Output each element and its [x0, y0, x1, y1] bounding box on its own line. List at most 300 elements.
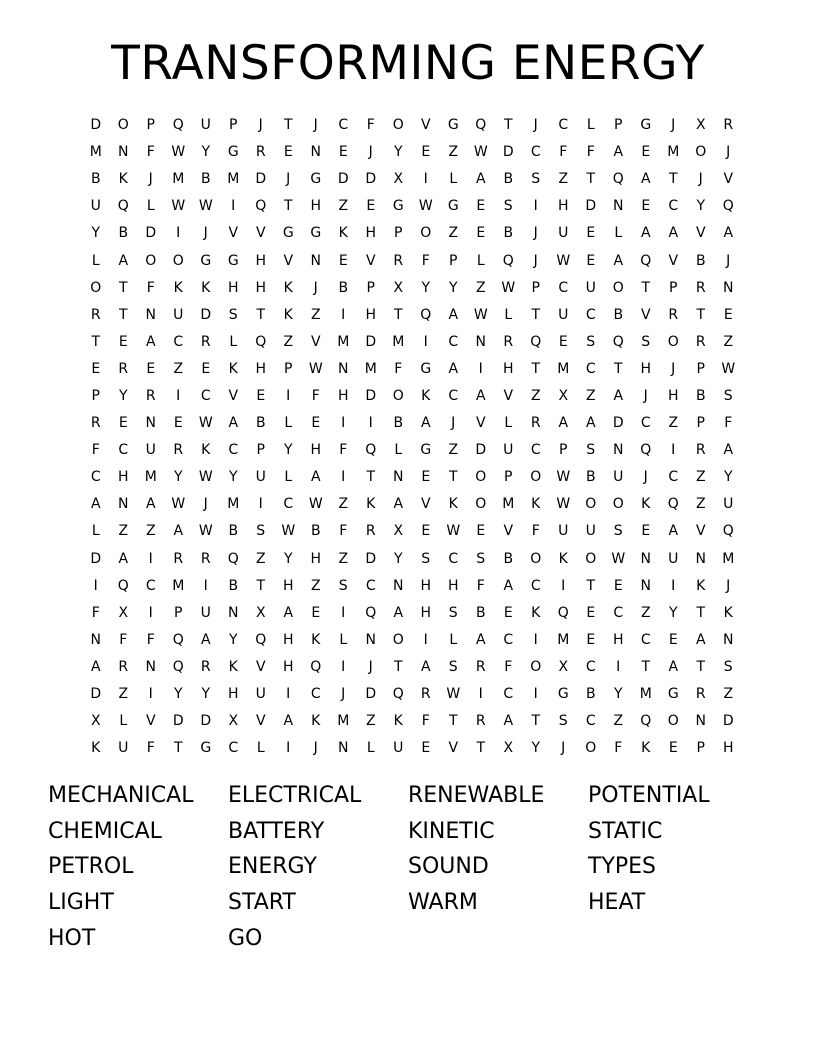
grid-letter: Q [640, 442, 652, 459]
grid-letter: Z [475, 279, 486, 296]
grid-letter: C [585, 360, 596, 377]
grid-letter: Q [612, 333, 624, 350]
grid-letter: O [585, 496, 597, 513]
grid-letter: D [365, 387, 377, 404]
grid-letter: T [118, 279, 128, 296]
grid-letter: X [558, 387, 569, 404]
grid-letter: Z [448, 442, 459, 459]
grid-row [82, 383, 742, 410]
grid-letter: W [446, 523, 461, 540]
grid-letter: A [723, 225, 734, 242]
grid-letter: E [283, 144, 293, 161]
grid-letter: C [118, 442, 129, 459]
grid-letter: F [146, 279, 155, 296]
grid-letter: R [118, 360, 129, 377]
grid-letter: M [502, 496, 515, 513]
grid-letter: T [283, 117, 293, 134]
grid-letter: J [726, 577, 731, 594]
grid-row [82, 139, 742, 166]
grid-letter: D [365, 333, 377, 350]
grid-letter: I [231, 198, 236, 215]
grid-letter: E [118, 333, 128, 350]
grid-letter: V [255, 658, 266, 675]
grid-letter: Q [502, 252, 514, 269]
grid-letter: L [91, 523, 100, 540]
grid-letter: N [640, 577, 651, 594]
word-list-item: KINETIC [408, 818, 495, 844]
grid-letter: V [145, 713, 156, 730]
grid-letter: M [667, 144, 680, 161]
grid-letter: Y [283, 550, 293, 567]
grid-letter: I [368, 415, 373, 432]
grid-letter: O [392, 631, 404, 648]
grid-letter: Y [668, 604, 678, 621]
word-list-item: START [228, 890, 296, 916]
grid-letter: L [504, 415, 513, 432]
grid-letter: I [616, 658, 621, 675]
grid-letter: J [533, 225, 538, 242]
grid-row [82, 410, 742, 437]
grid-letter: F [366, 117, 375, 134]
grid-letter: S [256, 523, 266, 540]
grid-letter: I [533, 686, 538, 703]
grid-letter: K [531, 604, 541, 621]
grid-letter: B [613, 306, 624, 323]
grid-letter: V [503, 523, 514, 540]
grid-letter: W [446, 686, 461, 703]
grid-letter: U [255, 686, 266, 703]
grid-letter: O [612, 279, 624, 296]
grid-letter: F [421, 252, 430, 269]
grid-letter: K [338, 225, 348, 242]
grid-letter: D [365, 686, 377, 703]
grid-letter: I [533, 631, 538, 648]
grid-letter: I [478, 686, 483, 703]
grid-letter: W [556, 252, 571, 269]
grid-letter: E [586, 225, 596, 242]
word-list-item: BATTERY [228, 818, 325, 844]
grid-letter: N [310, 252, 321, 269]
grid-letter: Y [118, 387, 128, 404]
grid-letter: J [533, 252, 538, 269]
grid-letter: Q [365, 604, 377, 621]
grid-letter: D [612, 415, 624, 432]
grid-letter: E [146, 360, 156, 377]
grid-letter: D [145, 225, 157, 242]
grid-letter: S [723, 387, 733, 404]
word-list-item: ENERGY [228, 854, 317, 880]
grid-row [82, 600, 742, 627]
grid-letter: N [613, 198, 624, 215]
grid-letter: B [695, 252, 706, 269]
grid-letter: V [420, 496, 431, 513]
grid-letter: X [255, 604, 266, 621]
grid-letter: G [310, 171, 322, 188]
grid-letter: C [558, 117, 569, 134]
grid-letter: Z [310, 577, 321, 594]
grid-letter: Q [117, 198, 129, 215]
grid-letter: H [667, 387, 679, 404]
grid-letter: H [227, 686, 239, 703]
word-list-item: SOUND [408, 854, 489, 880]
grid-letter: M [172, 577, 185, 594]
grid-letter: R [668, 306, 679, 323]
grid-letter: A [503, 713, 514, 730]
grid-letter: P [366, 279, 375, 296]
grid-letter: I [561, 577, 566, 594]
grid-letter: T [641, 279, 651, 296]
grid-letter: K [91, 740, 101, 757]
grid-letter: I [478, 360, 483, 377]
grid-letter: O [475, 469, 487, 486]
grid-letter: O [530, 658, 542, 675]
grid-letter: B [695, 387, 706, 404]
grid-letter: X [228, 713, 239, 730]
grid-letter: N [723, 279, 734, 296]
grid-letter: S [448, 658, 458, 675]
grid-letter: G [200, 252, 212, 269]
grid-letter: G [420, 442, 432, 459]
grid-letter: J [671, 360, 676, 377]
grid-letter: C [530, 442, 541, 459]
grid-letter: M [227, 496, 240, 513]
grid-letter: I [286, 387, 291, 404]
grid-letter: B [585, 686, 596, 703]
grid-letter: B [228, 577, 239, 594]
grid-letter: Z [448, 225, 459, 242]
grid-letter: Q [612, 171, 624, 188]
grid-letter: F [91, 604, 100, 621]
grid-row [82, 627, 742, 654]
grid-letter: U [118, 740, 129, 757]
grid-letter: C [228, 442, 239, 459]
grid-letter: N [723, 631, 734, 648]
grid-letter: T [503, 117, 513, 134]
grid-letter: B [338, 279, 349, 296]
grid-letter: I [423, 333, 428, 350]
grid-letter: J [451, 415, 456, 432]
grid-letter: G [200, 740, 212, 757]
grid-letter: I [533, 198, 538, 215]
grid-letter: F [724, 415, 733, 432]
grid-letter: O [475, 496, 487, 513]
grid-letter: E [613, 577, 623, 594]
grid-letter: O [667, 713, 679, 730]
grid-letter: T [118, 306, 128, 323]
grid-letter: R [173, 550, 184, 567]
grid-letter: E [421, 740, 431, 757]
grid-letter: A [283, 713, 294, 730]
grid-letter: T [696, 306, 706, 323]
grid-letter: G [420, 360, 432, 377]
grid-letter: J [368, 658, 373, 675]
grid-letter: C [530, 144, 541, 161]
grid-letter: F [504, 658, 513, 675]
grid-row [82, 302, 742, 329]
grid-letter: B [475, 604, 486, 621]
grid-letter: D [722, 713, 734, 730]
grid-letter: W [556, 469, 571, 486]
grid-letter: R [200, 550, 211, 567]
grid-letter: H [117, 469, 129, 486]
grid-letter: F [146, 144, 155, 161]
grid-letter: O [695, 144, 707, 161]
grid-letter: A [640, 171, 651, 188]
grid-letter: C [448, 387, 459, 404]
grid-row [82, 681, 742, 708]
grid-row [82, 193, 742, 220]
grid-letter: N [90, 631, 101, 648]
grid-letter: Q [722, 523, 734, 540]
grid-letter: U [200, 117, 211, 134]
grid-letter: Q [640, 252, 652, 269]
grid-letter: H [365, 225, 377, 242]
grid-letter: Q [255, 631, 267, 648]
grid-letter: M [639, 686, 652, 703]
grid-letter: E [641, 523, 651, 540]
grid-letter: F [476, 577, 485, 594]
grid-letter: Q [172, 631, 184, 648]
grid-letter: W [171, 496, 186, 513]
grid-letter: K [641, 496, 651, 513]
grid-letter: X [118, 604, 129, 621]
grid-letter: O [90, 279, 102, 296]
grid-row [82, 518, 742, 545]
grid-letter: G [392, 198, 404, 215]
grid-letter: Q [557, 604, 569, 621]
grid-letter: Y [173, 686, 183, 703]
grid-letter: J [313, 740, 318, 757]
grid-letter: Q [722, 198, 734, 215]
grid-row [82, 735, 742, 762]
grid-letter: B [393, 415, 404, 432]
grid-letter: W [473, 306, 488, 323]
grid-letter: A [503, 577, 514, 594]
grid-letter: W [308, 496, 323, 513]
grid-letter: R [695, 279, 706, 296]
grid-letter: D [200, 713, 212, 730]
grid-letter: T [613, 360, 623, 377]
grid-letter: R [200, 658, 211, 675]
grid-letter: C [503, 686, 514, 703]
grid-letter: U [255, 469, 266, 486]
grid-letter: V [310, 333, 321, 350]
grid-letter: J [533, 117, 538, 134]
grid-letter: C [668, 198, 679, 215]
grid-letter: Q [667, 496, 679, 513]
grid-row [82, 329, 742, 356]
grid-letter: A [200, 631, 211, 648]
grid-letter: R [695, 333, 706, 350]
grid-letter: J [698, 171, 703, 188]
grid-letter: K [641, 740, 651, 757]
grid-letter: U [558, 306, 569, 323]
grid-letter: K [118, 171, 128, 188]
grid-letter: F [339, 523, 348, 540]
grid-letter: D [90, 686, 102, 703]
grid-letter: N [393, 577, 404, 594]
grid-letter: I [671, 577, 676, 594]
grid-letter: J [313, 279, 318, 296]
grid-letter: R [475, 713, 486, 730]
grid-letter: D [475, 442, 487, 459]
grid-letter: T [476, 740, 486, 757]
grid-letter: J [341, 686, 346, 703]
grid-letter: C [668, 469, 679, 486]
grid-letter: R [90, 306, 101, 323]
grid-letter: L [339, 631, 348, 648]
grid-letter: K [723, 604, 733, 621]
grid-letter: D [365, 550, 377, 567]
grid-letter: Z [695, 469, 706, 486]
grid-letter: L [146, 198, 155, 215]
grid-letter: L [504, 306, 513, 323]
grid-row [82, 464, 742, 491]
grid-letter: L [229, 333, 238, 350]
grid-letter: C [448, 333, 459, 350]
grid-letter: B [503, 550, 514, 567]
grid-letter: E [641, 144, 651, 161]
grid-letter: K [173, 279, 183, 296]
grid-letter: I [341, 604, 346, 621]
grid-letter: W [473, 144, 488, 161]
grid-letter: A [118, 252, 129, 269]
grid-letter: X [393, 279, 404, 296]
grid-letter: N [613, 442, 624, 459]
grid-letter: Z [255, 550, 266, 567]
grid-letter: C [640, 415, 651, 432]
word-list-item: HEAT [588, 890, 646, 916]
grid-letter: W [198, 469, 213, 486]
grid-letter: K [366, 496, 376, 513]
grid-letter: S [448, 604, 458, 621]
grid-letter: K [283, 306, 293, 323]
grid-letter: Z [310, 306, 321, 323]
grid-letter: D [200, 306, 212, 323]
grid-letter: T [668, 171, 678, 188]
grid-letter: V [420, 117, 431, 134]
word-list-item: HOT [48, 925, 96, 951]
grid-letter: U [723, 496, 734, 513]
grid-letter: Z [118, 523, 129, 540]
grid-letter: Q [117, 577, 129, 594]
grid-letter: T [366, 469, 376, 486]
grid-letter: J [203, 225, 208, 242]
grid-letter: J [148, 171, 153, 188]
grid-letter: R [393, 252, 404, 269]
grid-letter: Y [696, 198, 706, 215]
grid-letter: S [338, 577, 348, 594]
grid-letter: U [200, 604, 211, 621]
grid-letter: J [643, 387, 648, 404]
grid-letter: N [695, 713, 706, 730]
grid-letter: F [311, 387, 320, 404]
grid-letter: Z [668, 415, 679, 432]
grid-row [82, 247, 742, 274]
grid-letter: J [726, 144, 731, 161]
grid-letter: L [394, 442, 403, 459]
grid-letter: M [172, 171, 185, 188]
grid-letter: C [338, 117, 349, 134]
grid-letter: A [723, 442, 734, 459]
grid-letter: V [695, 225, 706, 242]
grid-letter: S [613, 523, 623, 540]
grid-letter: Q [392, 686, 404, 703]
grid-letter: E [173, 415, 183, 432]
grid-letter: F [91, 442, 100, 459]
grid-letter: R [90, 415, 101, 432]
grid-letter: C [640, 631, 651, 648]
grid-letter: H [310, 550, 322, 567]
grid-letter: P [91, 387, 100, 404]
grid-letter: A [585, 415, 596, 432]
grid-letter: P [696, 415, 705, 432]
grid-letter: U [585, 279, 596, 296]
grid-letter: A [613, 252, 624, 269]
grid-letter: A [640, 225, 651, 242]
grid-letter: P [229, 117, 238, 134]
grid-letter: C [558, 279, 569, 296]
grid-letter: Q [530, 333, 542, 350]
grid-letter: H [337, 387, 349, 404]
grid-letter: H [447, 577, 459, 594]
grid-letter: A [145, 333, 156, 350]
grid-letter: L [119, 713, 128, 730]
grid-letter: E [91, 360, 101, 377]
grid-letter: C [90, 469, 101, 486]
grid-letter: H [282, 658, 294, 675]
grid-letter: R [173, 442, 184, 459]
grid-letter: Q [172, 117, 184, 134]
grid-letter: R [200, 333, 211, 350]
word-list-item: CHEMICAL [48, 818, 162, 844]
grid-letter: C [310, 686, 321, 703]
grid-letter: B [255, 415, 266, 432]
grid-letter: R [365, 523, 376, 540]
grid-letter: Y [421, 279, 431, 296]
grid-letter: A [420, 658, 431, 675]
grid-letter: H [557, 198, 569, 215]
grid-letter: H [420, 604, 432, 621]
grid-letter: J [258, 117, 263, 134]
grid-letter: C [585, 306, 596, 323]
grid-letter: E [338, 144, 348, 161]
grid-letter: Z [530, 387, 541, 404]
grid-letter: E [668, 631, 678, 648]
grid-letter: E [421, 469, 431, 486]
grid-letter: M [557, 631, 570, 648]
grid-letter: N [145, 306, 156, 323]
grid-letter: O [392, 387, 404, 404]
grid-letter: A [668, 523, 679, 540]
grid-letter: H [255, 360, 267, 377]
grid-letter: E [338, 252, 348, 269]
grid-letter: N [145, 415, 156, 432]
grid-letter: N [145, 658, 156, 675]
grid-letter: E [476, 198, 486, 215]
grid-letter: P [669, 279, 678, 296]
grid-letter: F [146, 631, 155, 648]
grid-letter: A [668, 658, 679, 675]
grid-letter: I [423, 631, 428, 648]
grid-letter: I [148, 686, 153, 703]
grid-letter: F [614, 740, 623, 757]
grid-letter: A [448, 360, 459, 377]
grid-letter: O [530, 550, 542, 567]
word-list-item: LIGHT [48, 890, 114, 916]
grid-letter: V [475, 415, 486, 432]
grid-letter: Z [585, 387, 596, 404]
